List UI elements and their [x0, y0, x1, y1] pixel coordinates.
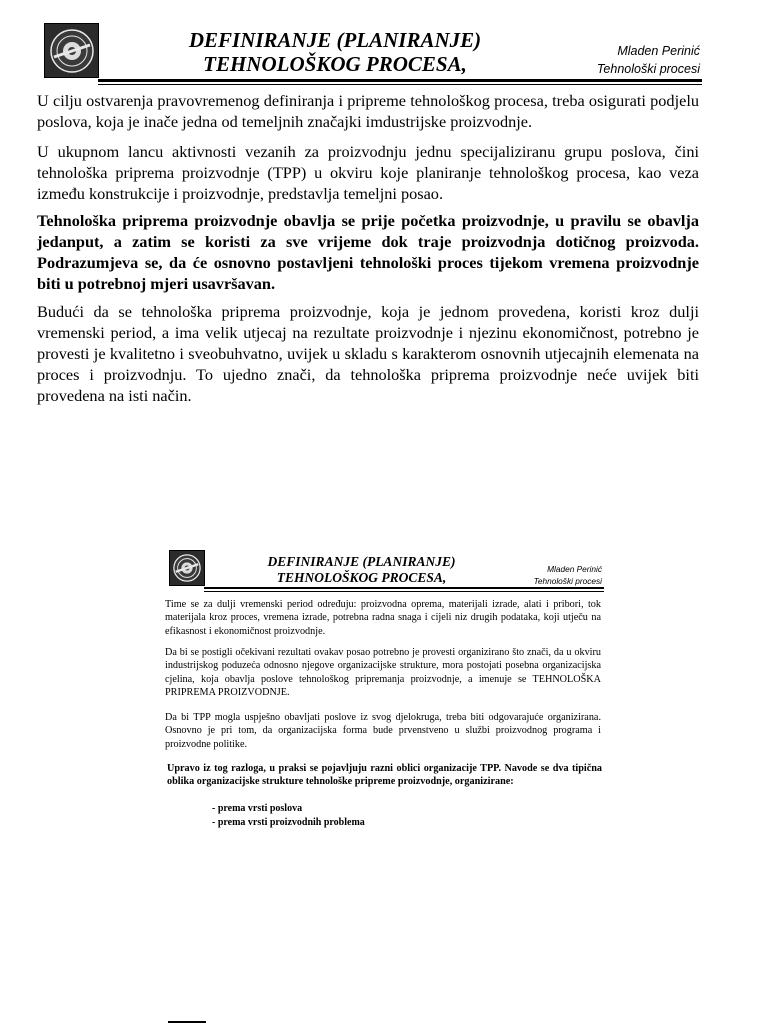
header-rule-thick [98, 79, 702, 82]
header-author: Mladen Perinić [617, 44, 700, 58]
paragraph-4: Budući da se tehnološka priprema proizvodnje, koja je jednom provedena, koristi kroz dulji vremenski period, a ima velik utjecaj na rezultate proizvodnje i njezinu ekonomičnost, potrebno je provesti je kvalitetno i sveobuhvatno, uvijek u skladu s karakterom osnovnih utjecajnih elemenata na proces i proizvodnju. To ujedno znači, da tehnološka priprema proizvodnje neće uvijek biti provedena na isti način. [37, 302, 699, 405]
header-title-small [234, 554, 489, 587]
header-title-line-1: DEFINIRANJE (PLANIRANJE) [188, 28, 482, 52]
paragraph-2: U ukupnom lancu aktivnosti vezanih za proizvodnju jednu specijaliziranu grupu poslova, čini tehnološka priprema proizvodnje (TPP) u okviru koje planiranje tehnološkog procesa, kao veza između konstrukcije i proizvodnje, predstavlja temeljni posao. [37, 142, 699, 203]
paragraph-1: U cilju ostvarenja pravovremenog definiranja i pripreme tehnološkog procesa, treba osigurati podjelu poslova, koja je inače jedna od temeljnih značajki imdustrijske proizvodnje. [37, 91, 699, 131]
header-author-small: Mladen Perinić [547, 564, 602, 574]
paragraph-7: Da bi TPP mogla uspješno obavljati poslove iz svog djelokruga, treba biti odgovarajuće organizirana. Osnovno je pri tom, da organizacijska forma bude prvenstveno u službi proizvodnog programa i proizvodne politike. [165, 712, 601, 750]
next-slide-edge [168, 1021, 206, 1023]
header-title-line-2: TEHNOLOŠKOG PROCESA, [203, 52, 467, 77]
header-title-small-line-1: DEFINIRANJE (PLANIRANJE) [267, 554, 456, 569]
header-subject: Tehnološki procesi [596, 62, 700, 77]
list-item-2: - prema vrsti proizvodnih problema [212, 817, 365, 828]
paragraph-8: Upravo iz tog razloga, u praksi se pojavljuju razni oblici organizacije TPP. Navode se dva tipična oblika organizacijske strukture tehnološke pripreme proizvodnje, organizirane: [167, 763, 602, 788]
header-author-block-small [500, 563, 602, 588]
list-item-1: - prema vrsti poslova [212, 803, 303, 814]
header-title [150, 28, 520, 76]
header-rule-thick-small [204, 587, 604, 589]
header-subject-small: Tehnološki procesi [533, 576, 602, 587]
header-title-small-line-2: TEHNOLOŠKOG PROCESA, [276, 570, 447, 586]
paragraph-3: Tehnološka priprema proizvodnje obavlja se prije početka proizvodnje, u pravilu se obavlja jedanput, a zatim se koristi za sve vrijeme dok traje proizvodnja dotičnog proizvoda. Podrazumjeva se, da će osnovno postavljeni tehnološki proces tijekom vremena proizvodnje biti u potrebnoj mjeri usavršavan. [37, 211, 699, 293]
header-rule-thin [98, 84, 702, 85]
paragraph-5: Time se za dulji vremenski period određuju: proizvodna oprema, materijali izrade, alati i pribori, tok materijala kroz proces, vremena izrade, potrebna radna snaga i cijeli niz drugih podataka, koji utječu na efikasnost i ekonomičnost proizvodnje. [165, 599, 601, 637]
university-logo [44, 23, 99, 78]
university-logo-small [169, 550, 205, 586]
header-rule-thin-small [204, 591, 604, 592]
university-seal-icon [48, 27, 96, 75]
paragraph-6: Da bi se postigli očekivani rezultati ovakav posao potrebno je provesti organizirano što znači, da u okviru industrijskog poduzeća odnosno njegove organizacijske strukture, mora postojati posebna organizacijska cjelina, koja obavlja poslove tehnološkog pripremanja proizvodnje, a imenuje se TEHNOLOŠKA PRIPREMA PROIZVODNJE. [165, 647, 601, 699]
university-seal-icon-small [172, 553, 202, 583]
header-author-block [560, 42, 700, 78]
